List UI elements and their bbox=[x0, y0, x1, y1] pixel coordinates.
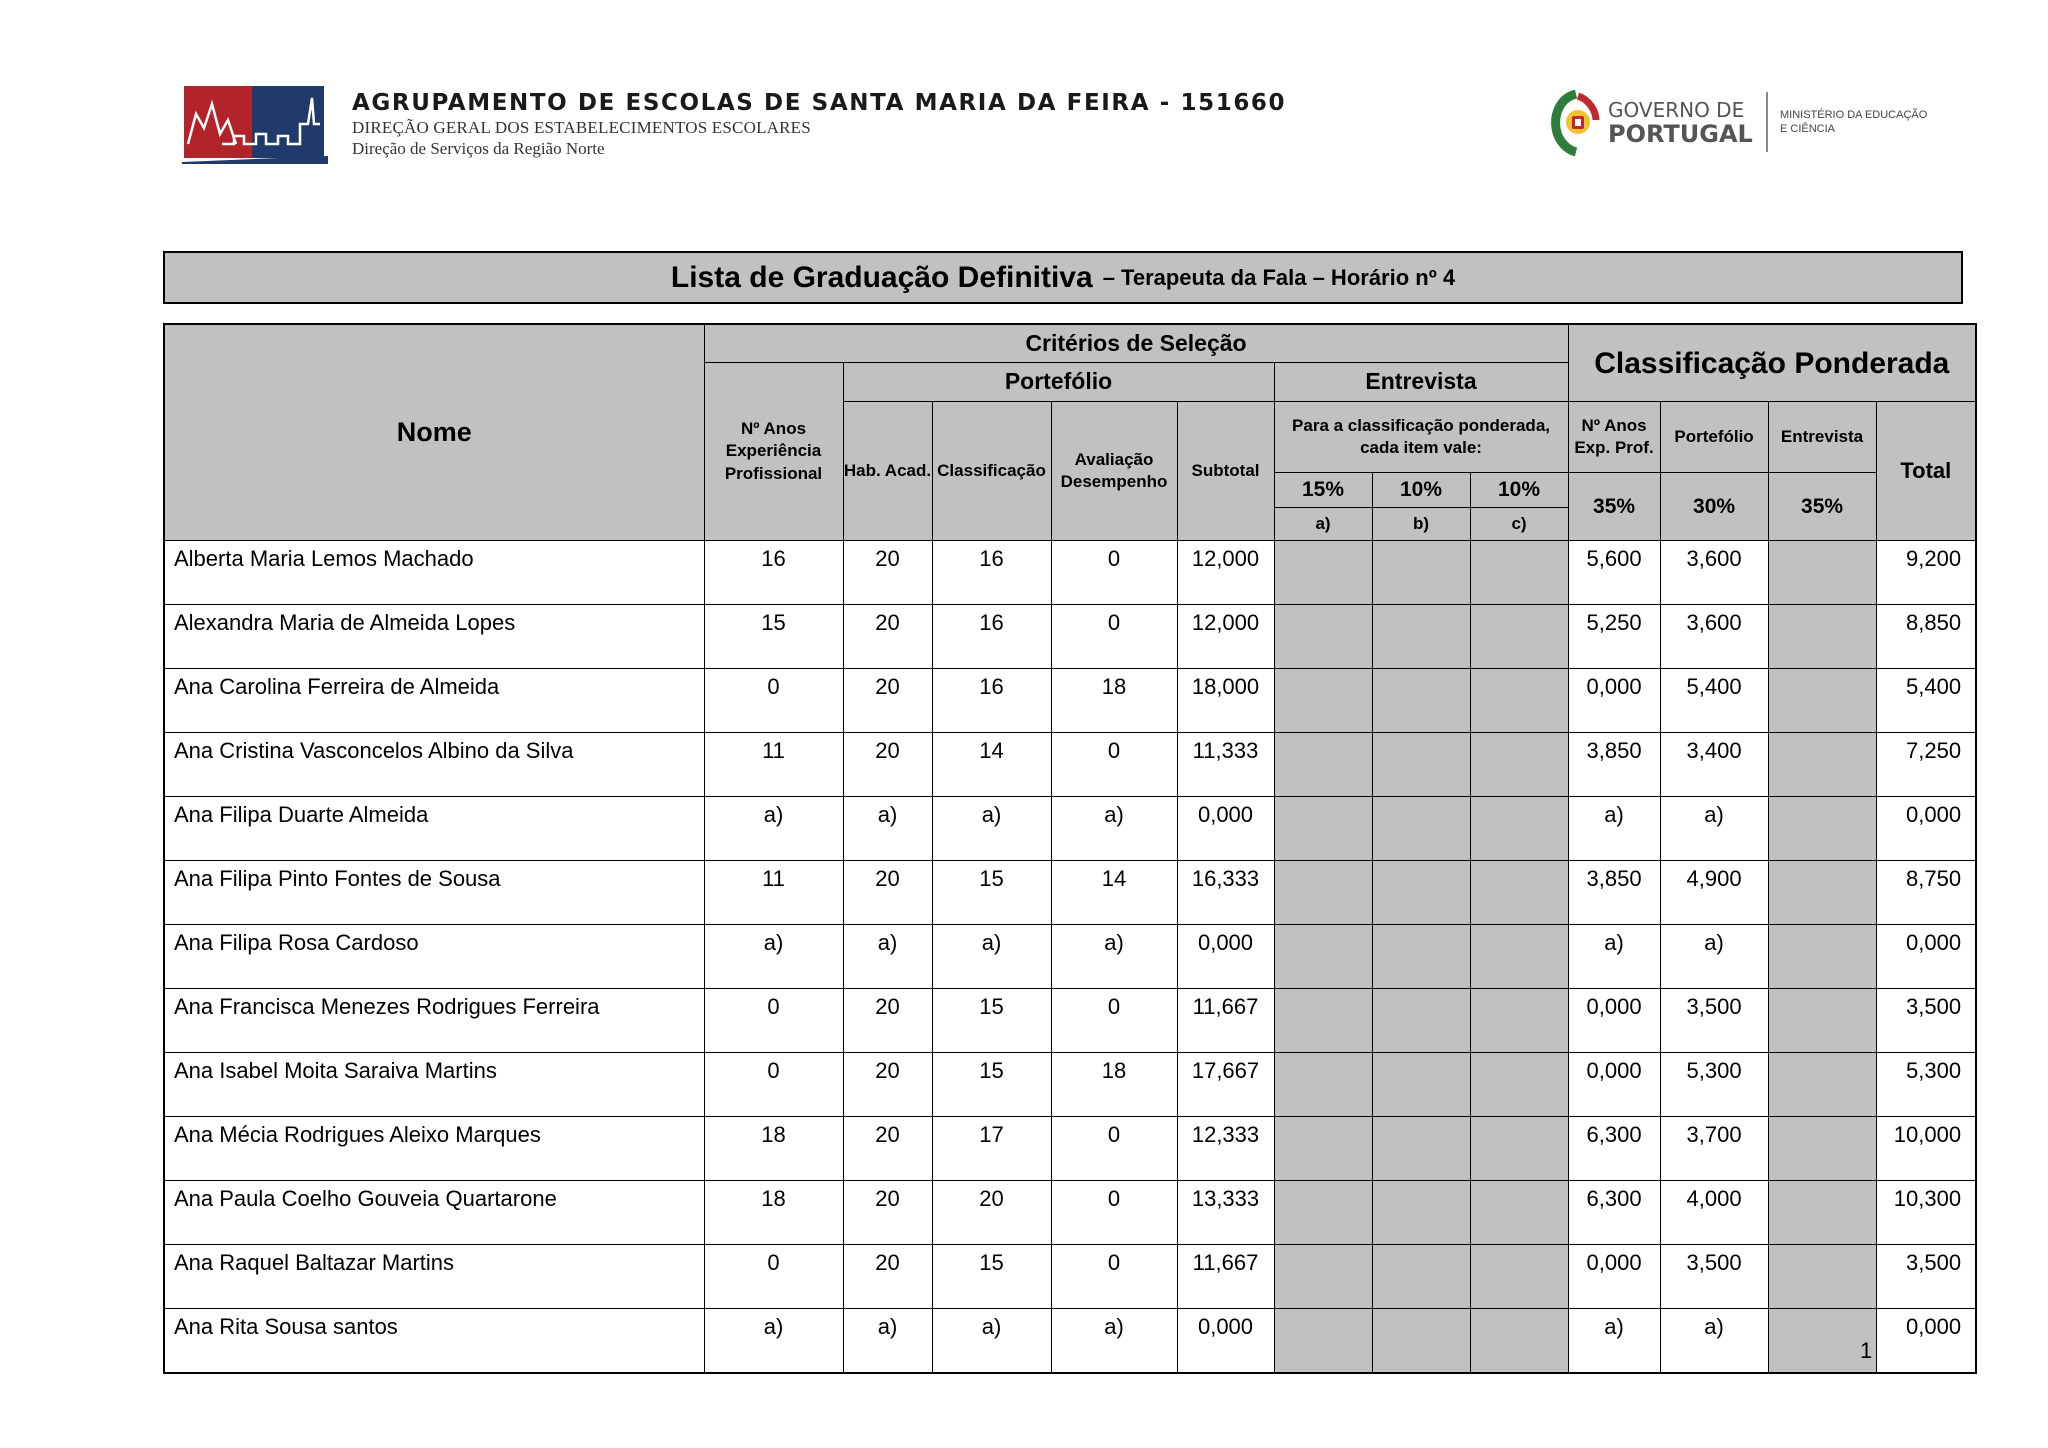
cell-total: 0,000 bbox=[1876, 797, 1976, 861]
cell-subtotal: 11,667 bbox=[1177, 1245, 1274, 1309]
cell-hab: 20 bbox=[843, 861, 932, 925]
cell-cp-anos: 5,600 bbox=[1568, 541, 1660, 605]
cell-cp-anos: a) bbox=[1568, 1309, 1660, 1374]
cell-entrevista-b bbox=[1372, 541, 1470, 605]
cell-entrevista-b bbox=[1372, 1309, 1470, 1374]
cell-entrevista-a bbox=[1274, 861, 1372, 925]
cell-entrevista-b bbox=[1372, 605, 1470, 669]
gov-line-2: PORTUGAL bbox=[1608, 120, 1753, 148]
cell-cp-anos: 5,250 bbox=[1568, 605, 1660, 669]
cell-cp-anos: 6,300 bbox=[1568, 1181, 1660, 1245]
cell-entrevista-b bbox=[1372, 1181, 1470, 1245]
cell-subtotal: 13,333 bbox=[1177, 1181, 1274, 1245]
cell-subtotal: 18,000 bbox=[1177, 669, 1274, 733]
page-number: 1 bbox=[1860, 1338, 1873, 1363]
label-b: b) bbox=[1372, 508, 1470, 541]
cell-entrevista-b bbox=[1372, 733, 1470, 797]
cell-entrevista-a bbox=[1274, 605, 1372, 669]
cell-entrevista-c bbox=[1470, 1053, 1568, 1117]
cell-subtotal: 0,000 bbox=[1177, 797, 1274, 861]
col-header-nome: Nome bbox=[164, 324, 704, 541]
cell-cp-anos: 0,000 bbox=[1568, 1245, 1660, 1309]
cell-nome: Ana Raquel Baltazar Martins bbox=[164, 1245, 704, 1309]
cell-cp-portefolio: 3,400 bbox=[1660, 733, 1768, 797]
cell-aval: 0 bbox=[1051, 1245, 1177, 1309]
ministry-line-2: E CIÊNCIA bbox=[1780, 123, 1836, 135]
cell-entrevista-a bbox=[1274, 1117, 1372, 1181]
cell-subtotal: 11,667 bbox=[1177, 989, 1274, 1053]
cell-entrevista-b bbox=[1372, 797, 1470, 861]
cell-entrevista-b bbox=[1372, 1245, 1470, 1309]
cell-cp-anos: 0,000 bbox=[1568, 989, 1660, 1053]
cell-entrevista-a bbox=[1274, 1245, 1372, 1309]
graduation-table bbox=[163, 323, 1977, 1374]
cell-total: 0,000 bbox=[1876, 1309, 1976, 1374]
cell-nome: Alexandra Maria de Almeida Lopes bbox=[164, 605, 704, 669]
cell-entrevista-c bbox=[1470, 1309, 1568, 1374]
table-row bbox=[164, 925, 1976, 989]
cell-class: a) bbox=[932, 925, 1051, 989]
pct-a: 15% bbox=[1274, 473, 1372, 508]
cell-nome: Ana Francisca Menezes Rodrigues Ferreira bbox=[164, 989, 704, 1053]
table-row bbox=[164, 669, 1976, 733]
cell-nome: Ana Carolina Ferreira de Almeida bbox=[164, 669, 704, 733]
cell-subtotal: 0,000 bbox=[1177, 1309, 1274, 1374]
school-header bbox=[352, 90, 1286, 159]
cell-hab: 20 bbox=[843, 1053, 932, 1117]
gov-wordmark bbox=[1608, 98, 1753, 146]
table-row bbox=[164, 1245, 1976, 1309]
cell-cp-entrevista bbox=[1768, 1117, 1876, 1181]
cell-cp-anos: 3,850 bbox=[1568, 861, 1660, 925]
cell-aval: 0 bbox=[1051, 1117, 1177, 1181]
cell-cp-entrevista bbox=[1768, 541, 1876, 605]
cell-class: 16 bbox=[932, 669, 1051, 733]
cell-cp-entrevista bbox=[1768, 1053, 1876, 1117]
cell-nome: Alberta Maria Lemos Machado bbox=[164, 541, 704, 605]
cell-class: 15 bbox=[932, 989, 1051, 1053]
cell-aval: 0 bbox=[1051, 605, 1177, 669]
cell-subtotal: 12,000 bbox=[1177, 605, 1274, 669]
cell-cp-portefolio: 5,400 bbox=[1660, 669, 1768, 733]
col-header-hab-acad: Hab. Acad. bbox=[843, 402, 932, 541]
title-main: Lista de Graduação Definitiva bbox=[670, 260, 1093, 294]
cell-aval: 0 bbox=[1051, 733, 1177, 797]
cell-cp-portefolio: 3,700 bbox=[1660, 1117, 1768, 1181]
cell-anos: 11 bbox=[704, 733, 843, 797]
table-row bbox=[164, 989, 1976, 1053]
cell-nome: Ana Paula Coelho Gouveia Quartarone bbox=[164, 1181, 704, 1245]
cell-hab: 20 bbox=[843, 1181, 932, 1245]
cell-anos: 18 bbox=[704, 1117, 843, 1181]
table-row bbox=[164, 1053, 1976, 1117]
cell-subtotal: 16,333 bbox=[1177, 861, 1274, 925]
cell-hab: 20 bbox=[843, 669, 932, 733]
cell-entrevista-b bbox=[1372, 1117, 1470, 1181]
cp-pct-portefolio: 30% bbox=[1660, 473, 1768, 541]
cell-subtotal: 12,333 bbox=[1177, 1117, 1274, 1181]
col-header-total: Total bbox=[1876, 402, 1976, 541]
cell-cp-entrevista bbox=[1768, 605, 1876, 669]
cell-class: a) bbox=[932, 797, 1051, 861]
col-header-criterios: Critérios de Seleção bbox=[704, 324, 1568, 363]
cell-aval: a) bbox=[1051, 1309, 1177, 1374]
cell-cp-portefolio: 3,500 bbox=[1660, 989, 1768, 1053]
cell-anos: a) bbox=[704, 925, 843, 989]
cell-entrevista-c bbox=[1470, 1245, 1568, 1309]
col-header-classificacao-ponderada: Classificação Ponderada bbox=[1568, 324, 1976, 402]
cell-cp-portefolio: 3,600 bbox=[1660, 605, 1768, 669]
col-header-classificacao: Classificação bbox=[932, 402, 1051, 541]
cell-hab: 20 bbox=[843, 1117, 932, 1181]
cell-cp-portefolio: a) bbox=[1660, 797, 1768, 861]
table-row bbox=[164, 733, 1976, 797]
cell-subtotal: 11,333 bbox=[1177, 733, 1274, 797]
col-header-cp-portefolio: Portefólio bbox=[1660, 402, 1768, 473]
col-header-entrevista: Entrevista bbox=[1274, 363, 1568, 402]
table-row bbox=[164, 1309, 1976, 1374]
cell-entrevista-c bbox=[1470, 925, 1568, 989]
cell-entrevista-b bbox=[1372, 925, 1470, 989]
cell-nome: Ana Mécia Rodrigues Aleixo Marques bbox=[164, 1117, 704, 1181]
header-row-1 bbox=[164, 324, 1976, 363]
col-header-portefolio: Portefólio bbox=[843, 363, 1274, 402]
cp-pct-entrevista: 35% bbox=[1768, 473, 1876, 541]
cell-cp-portefolio: a) bbox=[1660, 925, 1768, 989]
school-subtitle-2: Direção de Serviços da Região Norte bbox=[352, 139, 605, 158]
cell-aval: 0 bbox=[1051, 541, 1177, 605]
cell-hab: 20 bbox=[843, 733, 932, 797]
cell-cp-anos: 0,000 bbox=[1568, 669, 1660, 733]
table-row bbox=[164, 861, 1976, 925]
cell-class: a) bbox=[932, 1309, 1051, 1374]
cell-entrevista-c bbox=[1470, 733, 1568, 797]
cell-entrevista-c bbox=[1470, 861, 1568, 925]
cell-entrevista-a bbox=[1274, 1309, 1372, 1374]
cell-anos: 11 bbox=[704, 861, 843, 925]
cell-cp-entrevista bbox=[1768, 925, 1876, 989]
table-row bbox=[164, 1181, 1976, 1245]
cell-cp-portefolio: 3,600 bbox=[1660, 541, 1768, 605]
cell-hab: 20 bbox=[843, 1245, 932, 1309]
ministry-line-1: MINISTÉRIO DA EDUCAÇÃO bbox=[1780, 109, 1928, 121]
cell-nome: Ana Filipa Duarte Almeida bbox=[164, 797, 704, 861]
cell-cp-portefolio: a) bbox=[1660, 1309, 1768, 1374]
col-header-cp-entrevista: Entrevista bbox=[1768, 402, 1876, 473]
cell-class: 14 bbox=[932, 733, 1051, 797]
col-header-subtotal: Subtotal bbox=[1177, 402, 1274, 541]
cell-class: 16 bbox=[932, 605, 1051, 669]
cell-class: 16 bbox=[932, 541, 1051, 605]
label-c: c) bbox=[1470, 508, 1568, 541]
cell-cp-entrevista bbox=[1768, 1245, 1876, 1309]
cell-anos: 0 bbox=[704, 669, 843, 733]
cell-nome: Ana Filipa Rosa Cardoso bbox=[164, 925, 704, 989]
cell-anos: 16 bbox=[704, 541, 843, 605]
cell-entrevista-b bbox=[1372, 669, 1470, 733]
cell-nome: Ana Cristina Vasconcelos Albino da Silva bbox=[164, 733, 704, 797]
cell-cp-entrevista bbox=[1768, 797, 1876, 861]
cell-cp-entrevista bbox=[1768, 1181, 1876, 1245]
cell-entrevista-b bbox=[1372, 1053, 1470, 1117]
cell-subtotal: 12,000 bbox=[1177, 541, 1274, 605]
cell-hab: a) bbox=[843, 797, 932, 861]
cell-entrevista-c bbox=[1470, 605, 1568, 669]
cell-total: 9,200 bbox=[1876, 541, 1976, 605]
document-title bbox=[163, 251, 1963, 304]
cell-cp-portefolio: 5,300 bbox=[1660, 1053, 1768, 1117]
cell-total: 8,750 bbox=[1876, 861, 1976, 925]
cell-entrevista-b bbox=[1372, 989, 1470, 1053]
cell-entrevista-b bbox=[1372, 861, 1470, 925]
cell-hab: 20 bbox=[843, 605, 932, 669]
portugal-emblem-icon bbox=[1550, 90, 1602, 156]
cell-entrevista-c bbox=[1470, 989, 1568, 1053]
cell-total: 3,500 bbox=[1876, 989, 1976, 1053]
cell-entrevista-c bbox=[1470, 1181, 1568, 1245]
cell-entrevista-a bbox=[1274, 989, 1372, 1053]
cell-cp-anos: 3,850 bbox=[1568, 733, 1660, 797]
table-row bbox=[164, 605, 1976, 669]
pct-b: 10% bbox=[1372, 473, 1470, 508]
gov-line-1: GOVERNO DE bbox=[1608, 98, 1745, 122]
cell-hab: a) bbox=[843, 925, 932, 989]
cell-entrevista-a bbox=[1274, 669, 1372, 733]
cell-nome: Ana Filipa Pinto Fontes de Sousa bbox=[164, 861, 704, 925]
cell-aval: 14 bbox=[1051, 861, 1177, 925]
cell-aval: 18 bbox=[1051, 669, 1177, 733]
cell-aval: a) bbox=[1051, 797, 1177, 861]
cell-cp-entrevista bbox=[1768, 733, 1876, 797]
cell-total: 10,300 bbox=[1876, 1181, 1976, 1245]
cell-entrevista-c bbox=[1470, 1117, 1568, 1181]
school-logo bbox=[182, 84, 328, 164]
ministry-label bbox=[1780, 108, 1927, 136]
cell-subtotal: 0,000 bbox=[1177, 925, 1274, 989]
cell-cp-portefolio: 3,500 bbox=[1660, 1245, 1768, 1309]
cell-cp-entrevista bbox=[1768, 861, 1876, 925]
cell-cp-anos: a) bbox=[1568, 925, 1660, 989]
cell-cp-portefolio: 4,000 bbox=[1660, 1181, 1768, 1245]
cp-pct-anos: 35% bbox=[1568, 473, 1660, 541]
cell-cp-entrevista bbox=[1768, 989, 1876, 1053]
cell-entrevista-a bbox=[1274, 733, 1372, 797]
cell-entrevista-a bbox=[1274, 1053, 1372, 1117]
cell-total: 10,000 bbox=[1876, 1117, 1976, 1181]
cell-anos: 15 bbox=[704, 605, 843, 669]
cell-total: 5,300 bbox=[1876, 1053, 1976, 1117]
entrevista-note: Para a classificação ponderada, cada item vale: bbox=[1274, 402, 1568, 473]
cell-nome: Ana Rita Sousa santos bbox=[164, 1309, 704, 1374]
cell-cp-anos: a) bbox=[1568, 797, 1660, 861]
col-header-anos-exp: Nº Anos Experiência Profissional bbox=[704, 363, 843, 541]
cell-class: 15 bbox=[932, 861, 1051, 925]
cell-hab: a) bbox=[843, 1309, 932, 1374]
col-header-cp-anos: Nº Anos Exp. Prof. bbox=[1568, 402, 1660, 473]
cell-aval: 0 bbox=[1051, 1181, 1177, 1245]
cell-class: 17 bbox=[932, 1117, 1051, 1181]
table-row bbox=[164, 541, 1976, 605]
cell-total: 5,400 bbox=[1876, 669, 1976, 733]
cell-class: 15 bbox=[932, 1245, 1051, 1309]
cell-total: 0,000 bbox=[1876, 925, 1976, 989]
cell-cp-entrevista bbox=[1768, 669, 1876, 733]
cell-entrevista-c bbox=[1470, 669, 1568, 733]
cell-cp-anos: 6,300 bbox=[1568, 1117, 1660, 1181]
cell-entrevista-a bbox=[1274, 925, 1372, 989]
cell-entrevista-a bbox=[1274, 797, 1372, 861]
cell-total: 7,250 bbox=[1876, 733, 1976, 797]
cell-anos: a) bbox=[704, 797, 843, 861]
cell-class: 15 bbox=[932, 1053, 1051, 1117]
gov-divider bbox=[1766, 92, 1768, 152]
school-subtitle-1: DIREÇÃO GERAL DOS ESTABELECIMENTOS ESCOLARES bbox=[352, 118, 811, 137]
cell-entrevista-c bbox=[1470, 541, 1568, 605]
cell-anos: 0 bbox=[704, 1053, 843, 1117]
cell-total: 3,500 bbox=[1876, 1245, 1976, 1309]
label-a: a) bbox=[1274, 508, 1372, 541]
col-header-avaliacao: Avaliação Desempenho bbox=[1051, 402, 1177, 541]
cell-nome: Ana Isabel Moita Saraiva Martins bbox=[164, 1053, 704, 1117]
pct-c: 10% bbox=[1470, 473, 1568, 508]
cell-class: 20 bbox=[932, 1181, 1051, 1245]
cell-anos: 0 bbox=[704, 989, 843, 1053]
cell-total: 8,850 bbox=[1876, 605, 1976, 669]
cell-hab: 20 bbox=[843, 989, 932, 1053]
cell-anos: a) bbox=[704, 1309, 843, 1374]
table-row bbox=[164, 797, 1976, 861]
cell-aval: a) bbox=[1051, 925, 1177, 989]
cell-hab: 20 bbox=[843, 541, 932, 605]
cell-anos: 0 bbox=[704, 1245, 843, 1309]
cell-entrevista-a bbox=[1274, 541, 1372, 605]
cell-entrevista-a bbox=[1274, 1181, 1372, 1245]
cell-cp-anos: 0,000 bbox=[1568, 1053, 1660, 1117]
cell-cp-portefolio: 4,900 bbox=[1660, 861, 1768, 925]
cell-aval: 0 bbox=[1051, 989, 1177, 1053]
title-sub: – Terapeuta da Fala – Horário nº 4 bbox=[1102, 264, 1456, 290]
cell-subtotal: 17,667 bbox=[1177, 1053, 1274, 1117]
cell-anos: 18 bbox=[704, 1181, 843, 1245]
cell-aval: 18 bbox=[1051, 1053, 1177, 1117]
cell-entrevista-c bbox=[1470, 797, 1568, 861]
table-row bbox=[164, 1117, 1976, 1181]
school-name: AGRUPAMENTO DE ESCOLAS DE SANTA MARIA DA FEIRA - 151660 bbox=[352, 90, 1287, 116]
